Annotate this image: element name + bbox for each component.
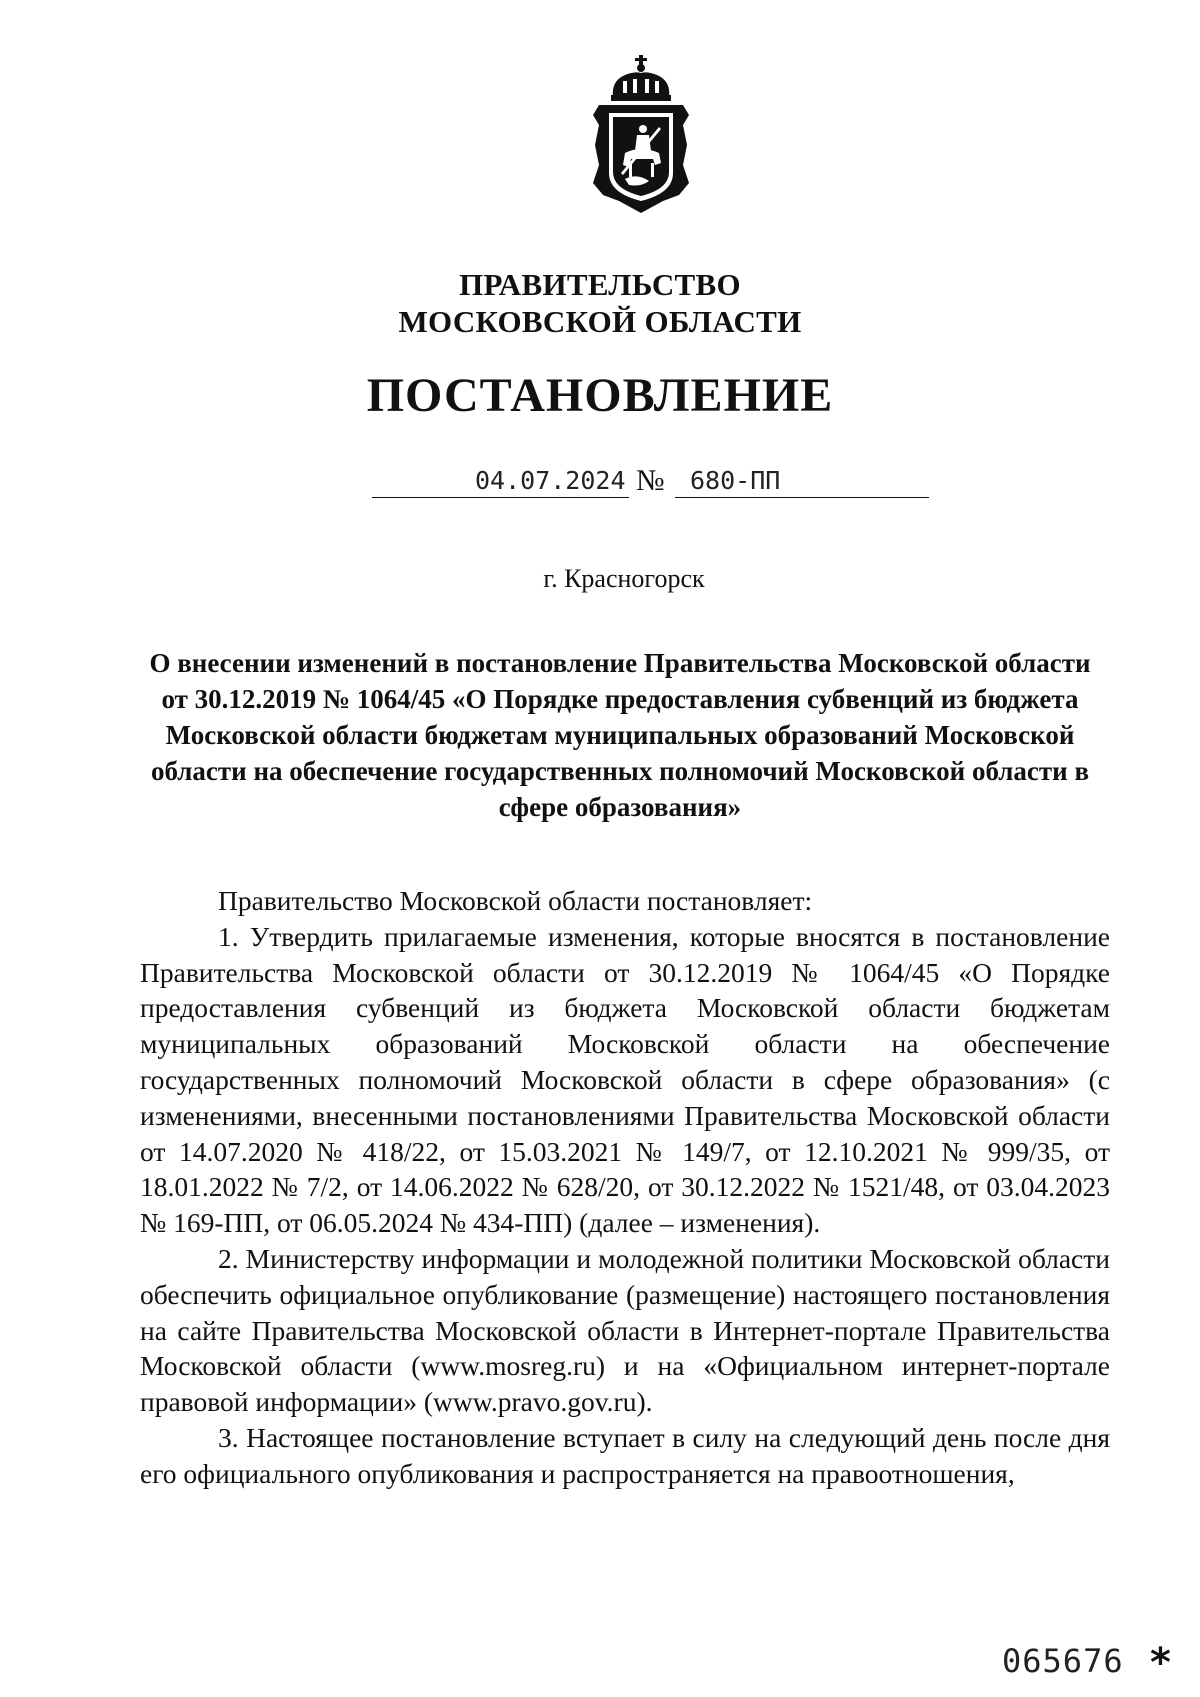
date-underline [372,497,629,498]
number-sign: № [636,464,665,497]
document-type-heading: ПОСТАНОВЛЕНИЕ [366,369,834,422]
organization-region: МОСКОВСКОЙ ОБЛАСТИ [398,304,802,339]
city-label: г. Красногорск [543,564,705,593]
body-intro: Правительство Московской области постановляет: [218,885,813,916]
moscow-oblast-coat-of-arms-icon [585,55,697,215]
body-paragraph-1: 1. Утвердить прилагаемые изменения, которые вносятся в постановление Правительства Московской области от 30.12.2019 № 1064/45 «О Порядке предоставления субвенций из бюджета Московской области бюджетам муниципальных образований Московской области на обеспечение государственных полномочий Московской области в сфере образования» (с изменениями, внесенными постановлениями Правительства Московской области от 14.07.2020 № 418/22, от 15.03.2021 № 149/7, от 12.10.2021 № 999/35, от 18.01.2022 № 7/2, от 14.06.2022 № 628/20, от 30.12.2022 № 1521/48, от 03.04.2023 № 169-ПП, от 06.05.2024 № 434-ПП) (далее – изменения). [140,920,1110,1239]
number-underline [675,497,929,498]
asterisk-mark: * [1150,1640,1171,1686]
registration-line [0,462,1200,502]
organization-name: ПРАВИТЕЛЬСТВО [459,267,741,302]
serial-number: 065676 [1002,1642,1124,1680]
body-paragraph-2: 2. Министерству информации и молодежной политики Московской области обеспечить официальное опубликование (размещение) настоящего постановления на сайте Правительства Московской области в Интернет-портале Правительства Московской области (www.mosreg.ru) и на «Официальном интернет-портале правовой информации» (www.pravo.gov.ru). [140,1242,1110,1418]
document-date: 04.07.2024 [475,466,626,495]
document-number: 680-ПП [690,466,781,495]
document-body [140,883,1110,1492]
document-title: О внесении изменений в постановление Правительства Московской области от 30.12.2019 № 1064/45 «О Порядке предоставления субвенций из бюджета Московской области бюджетам муниципальных образований Московской области на обеспечение государственных полномочий Московской области в сфере образования» [149,648,1091,822]
body-paragraph-3: 3. Настоящее постановление вступает в силу на следующий день после дня его официального опубликования и распространяется на правоотношения, [140,1421,1110,1489]
